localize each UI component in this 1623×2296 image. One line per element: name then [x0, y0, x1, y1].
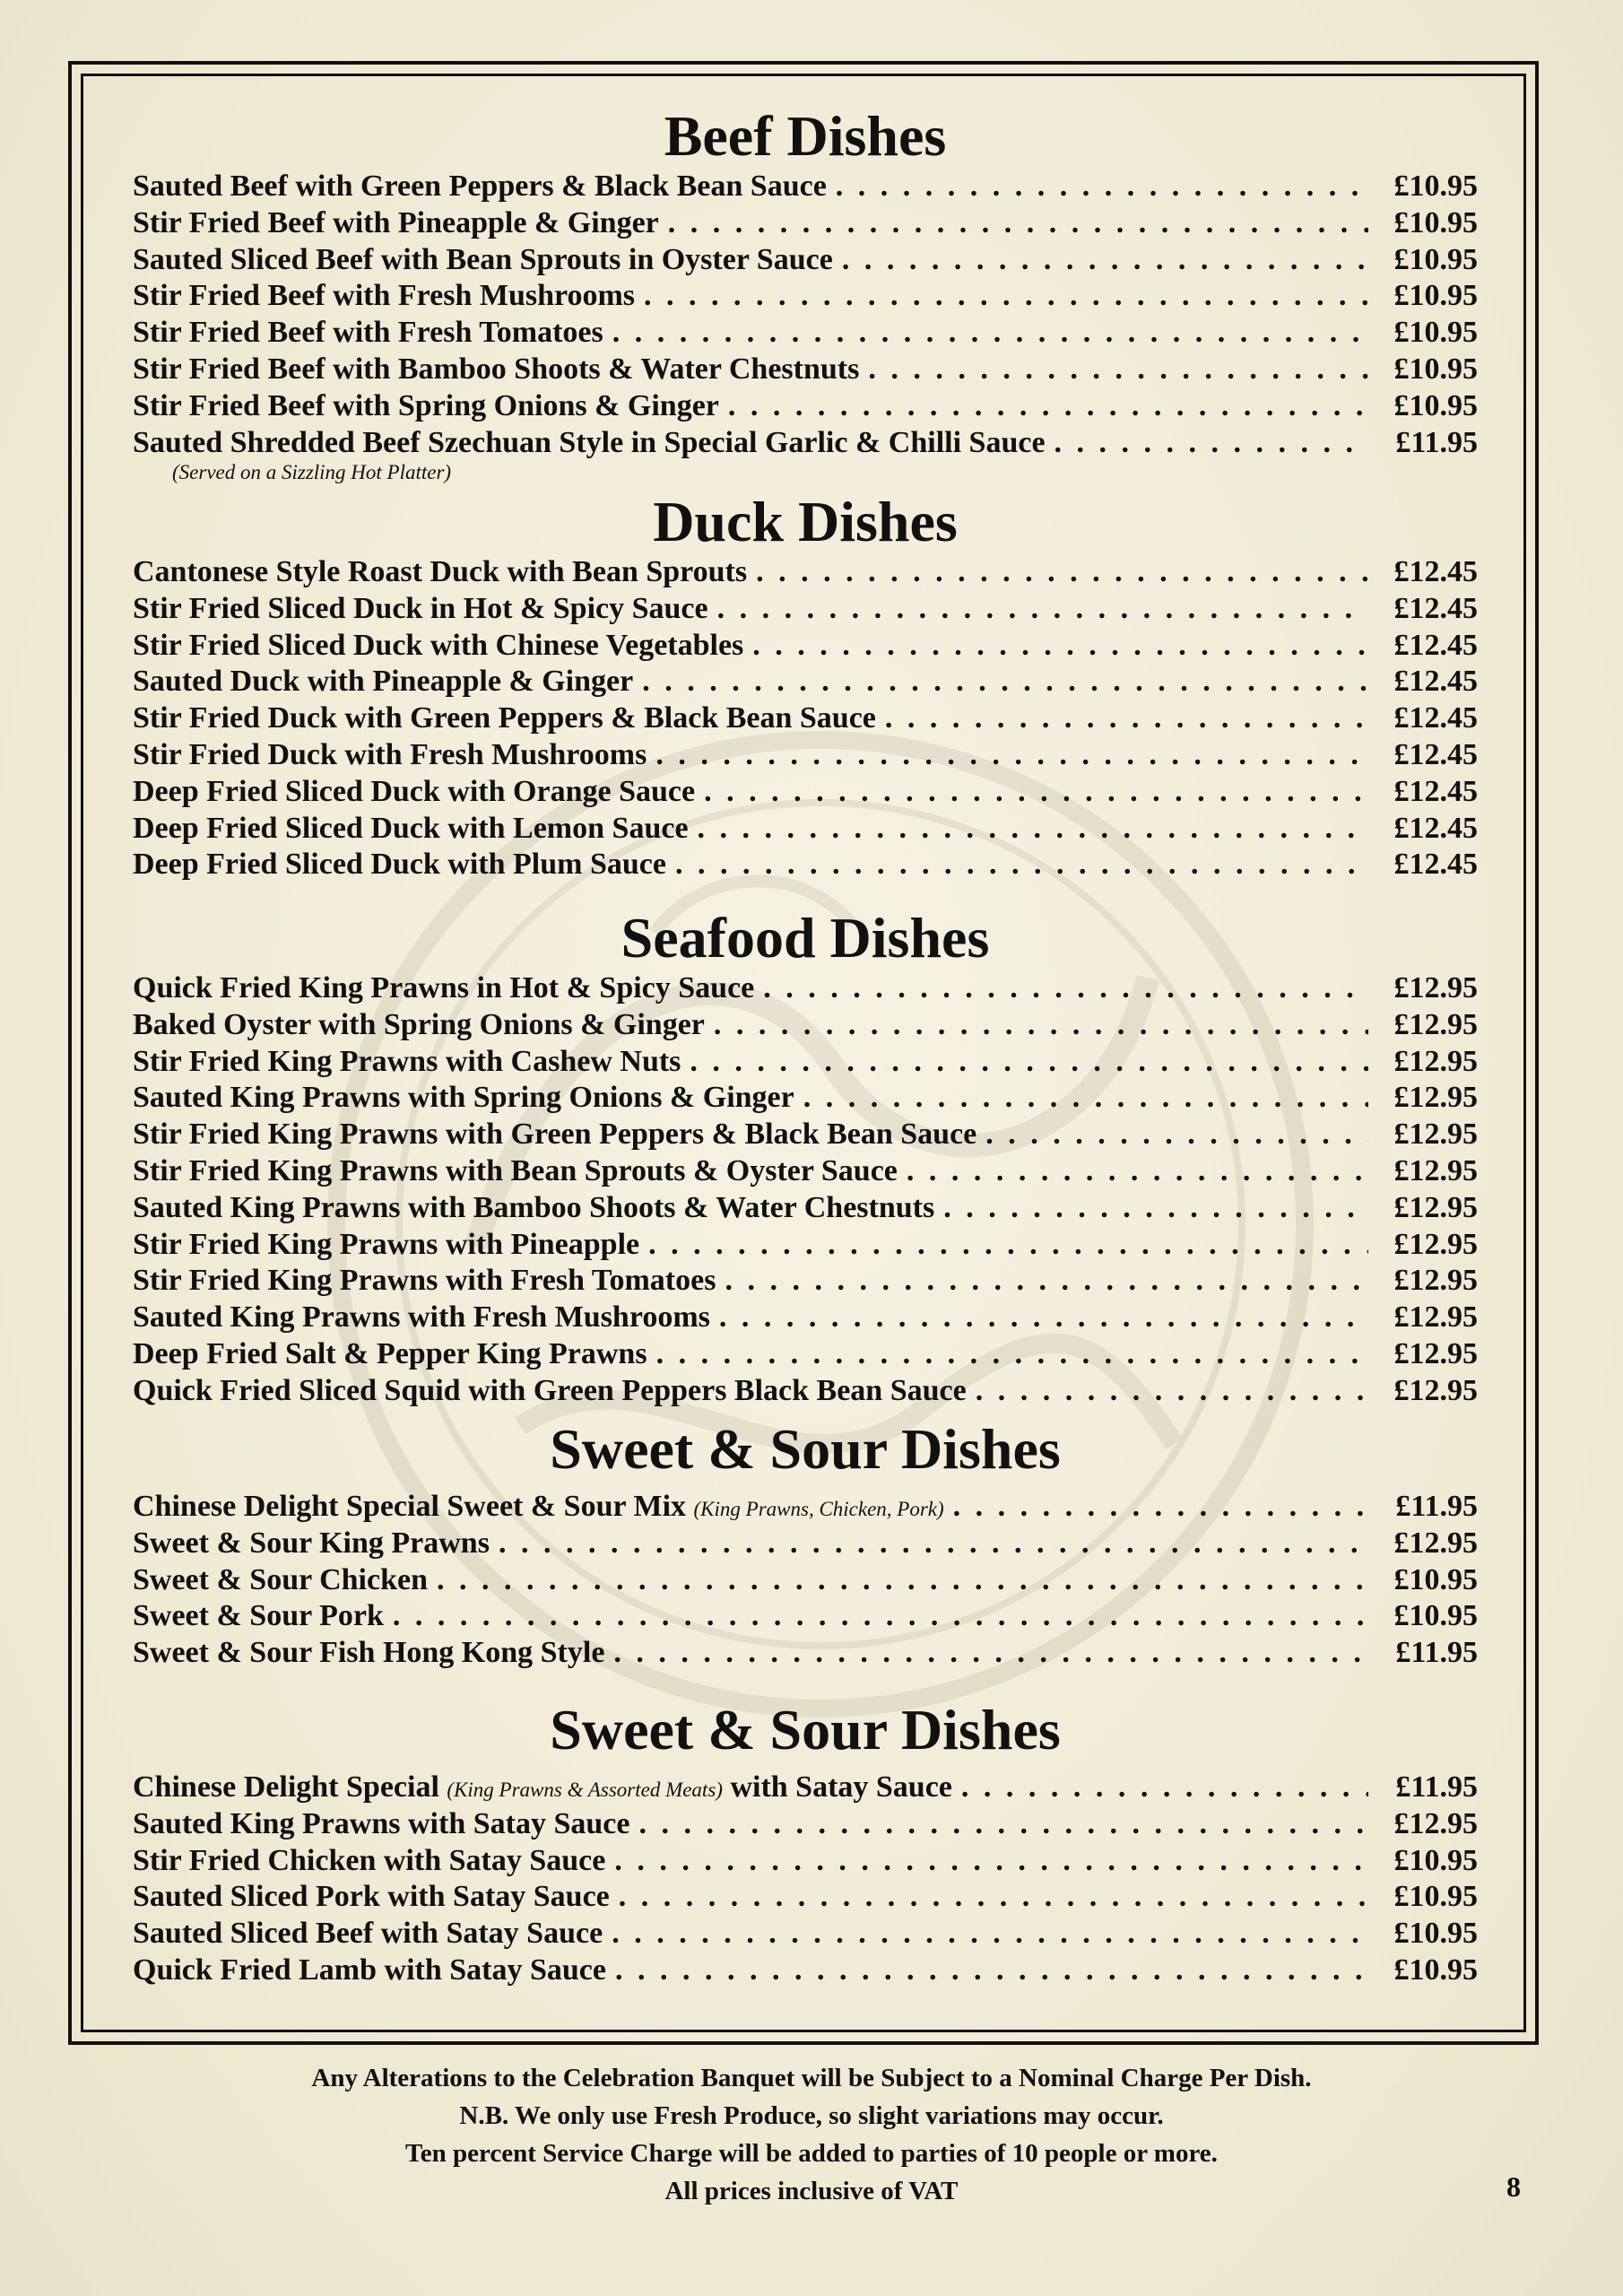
dot-leader: [619, 1879, 1368, 1916]
section-sweet-sour-dishes: [133, 1417, 1478, 1672]
menu-item: [133, 1770, 1478, 1806]
dot-leader: [752, 628, 1368, 665]
dot-leader: [698, 811, 1368, 848]
menu-item: [133, 970, 1478, 1007]
dot-leader: [763, 970, 1368, 1007]
dot-leader: [728, 388, 1368, 425]
item-price: £12.95: [1393, 1336, 1478, 1370]
dot-leader: [638, 1806, 1368, 1843]
dot-leader: [437, 1562, 1368, 1599]
dot-leader: [719, 1300, 1368, 1336]
item-price: £12.95: [1393, 1190, 1478, 1224]
item-price: £12.45: [1393, 811, 1478, 845]
item-note: (Served on a Sizzling Hot Platter): [172, 461, 452, 484]
item-name: Stir Fried Beef with Spring Onions & Ginger: [133, 388, 719, 422]
dot-leader: [803, 1080, 1368, 1117]
item-price: £10.95: [1393, 170, 1478, 203]
item-name-text: Chinese Delight Special Sweet & Sour Mix: [133, 1490, 687, 1523]
item-name: Stir Fried Beef with Bamboo Shoots & Water Chestnuts: [133, 352, 860, 386]
footer-notes: [0, 2059, 1623, 2210]
item-price: £10.95: [1393, 352, 1478, 386]
dot-leader: [756, 554, 1368, 591]
page-number: 8: [1506, 2170, 1521, 2203]
dot-leader: [668, 205, 1368, 242]
item-name: Sauted Sliced Pork with Satay Sauce: [133, 1880, 610, 1914]
dot-leader: [615, 1952, 1368, 1989]
menu-item: [133, 628, 1478, 665]
section-title: Seafood Dishes: [621, 906, 990, 970]
dot-leader: [714, 1007, 1368, 1044]
menu-item: [133, 1952, 1478, 1989]
item-name: Deep Fried Salt & Pepper King Prawns: [133, 1336, 647, 1370]
item-name: Stir Fried Chicken with Satay Sauce: [133, 1843, 606, 1877]
footer-line: Ten percent Service Charge will be added to parties of 10 people or more.: [405, 2139, 1218, 2168]
item-price: £12.45: [1393, 737, 1478, 771]
item-name: [133, 1489, 944, 1528]
dot-leader: [612, 1916, 1368, 1952]
footer-line: Any Alterations to the Celebration Banquet will be Subject to a Nominal Charge Per Dish.: [311, 2064, 1312, 2092]
item-name: Stir Fried Duck with Green Peppers & Black Bean Sauce: [133, 701, 876, 735]
item-name: [133, 1770, 952, 1809]
item-price: £12.95: [1393, 1806, 1478, 1840]
dot-leader: [704, 774, 1368, 811]
menu-item: [133, 1843, 1478, 1880]
menu-item: [133, 425, 1478, 462]
item-name: Sauted Shredded Beef Szechuan Style in Special Garlic & Chilli Sauce: [133, 425, 1046, 459]
dot-leader: [953, 1489, 1368, 1526]
item-name: Stir Fried Duck with Fresh Mushrooms: [133, 737, 647, 771]
menu-item: [133, 664, 1478, 700]
menu-item: [133, 1598, 1478, 1635]
item-price: £12.95: [1393, 1264, 1478, 1298]
item-price: £12.45: [1393, 665, 1478, 699]
item-price: £10.95: [1393, 388, 1478, 422]
item-price: £12.45: [1393, 701, 1478, 735]
dot-leader: [836, 169, 1368, 205]
item-price: £12.45: [1393, 628, 1478, 662]
item-name: Sauted King Prawns with Satay Sauce: [133, 1806, 630, 1840]
item-price: £11.95: [1395, 425, 1478, 459]
item-name-suffix: with Satay Sauce: [730, 1770, 952, 1804]
item-name: Deep Fried Sliced Duck with Lemon Sauce: [133, 811, 689, 845]
menu-item: [133, 774, 1478, 811]
item-name: Sweet & Sour King Prawns: [133, 1526, 490, 1560]
item-price: £12.95: [1393, 1300, 1478, 1335]
section-beef-dishes: [133, 104, 1478, 484]
menu-item: [133, 1916, 1478, 1952]
footer-line: All prices inclusive of VAT: [664, 2177, 959, 2205]
item-name: Deep Fried Sliced Duck with Orange Sauce: [133, 774, 696, 808]
item-name: Deep Fried Sliced Duck with Plum Sauce: [133, 848, 666, 882]
dot-leader: [642, 664, 1368, 700]
menu-item: [133, 242, 1478, 279]
menu-item: [133, 315, 1478, 352]
menu-item: [133, 1300, 1478, 1336]
item-price: £12.95: [1393, 1526, 1478, 1560]
section-title: Beef Dishes: [664, 104, 947, 168]
item-price: £11.95: [1395, 1636, 1478, 1670]
section-title: Sweet & Sour Dishes: [550, 1698, 1061, 1761]
item-price: £10.95: [1393, 1599, 1478, 1633]
section-title: Sweet & Sour Dishes: [550, 1417, 1061, 1481]
menu-item: [133, 388, 1478, 425]
item-price: £10.95: [1393, 1880, 1478, 1914]
menu-item: [133, 1007, 1478, 1044]
item-price: £12.95: [1393, 1007, 1478, 1041]
item-name: Sauted King Prawns with Spring Onions & Ginger: [133, 1081, 794, 1115]
item-price: £12.95: [1393, 1118, 1478, 1152]
section-title: Duck Dishes: [653, 490, 958, 553]
item-name: Stir Fried King Prawns with Pineapple: [133, 1227, 640, 1261]
item-name: Stir Fried King Prawns with Green Peppers & Black Bean Sauce: [133, 1118, 977, 1152]
dot-leader: [943, 1190, 1368, 1227]
menu-item: [133, 1263, 1478, 1300]
item-name: Stir Fried King Prawns with Fresh Tomatoes: [133, 1264, 716, 1298]
item-name: Sweet & Sour Pork: [133, 1599, 384, 1633]
menu-item: [133, 1635, 1478, 1672]
dot-leader: [717, 591, 1368, 628]
item-price: £12.95: [1393, 1153, 1478, 1187]
item-name: Stir Fried Beef with Fresh Mushrooms: [133, 279, 636, 313]
item-name: Stir Fried Beef with Fresh Tomatoes: [133, 316, 603, 350]
section-satay-dishes: [133, 1698, 1478, 1989]
item-name: Sauted King Prawns with Bamboo Shoots & Water Chestnuts: [133, 1190, 935, 1224]
menu-item: [133, 205, 1478, 242]
item-name: Quick Fried Sliced Squid with Green Peppers Black Bean Sauce: [133, 1373, 967, 1407]
menu-item: [133, 847, 1478, 883]
item-name: Stir Fried King Prawns with Bean Sprouts & Oyster Sauce: [133, 1153, 898, 1187]
item-name: Quick Fried Lamb with Satay Sauce: [133, 1952, 606, 1987]
menu-item: [133, 1044, 1478, 1081]
dot-leader: [985, 1117, 1368, 1153]
menu-item: [133, 1489, 1478, 1526]
dot-leader: [885, 700, 1368, 737]
menu-item: [133, 1153, 1478, 1190]
dot-leader: [725, 1263, 1368, 1300]
item-name: Cantonese Style Roast Duck with Bean Sprouts: [133, 555, 748, 588]
item-name: Sauted Beef with Green Peppers & Black Bean Sauce: [133, 170, 827, 203]
dot-leader: [1055, 425, 1368, 462]
menu-item: [133, 1879, 1478, 1916]
item-price: £12.95: [1393, 1373, 1478, 1407]
menu-item: [133, 1227, 1478, 1264]
dot-leader: [690, 1044, 1368, 1081]
item-price: £10.95: [1393, 205, 1478, 239]
menu-item: [133, 554, 1478, 591]
item-name: Sweet & Sour Fish Hong Kong Style: [133, 1636, 605, 1670]
menu-item: [133, 169, 1478, 205]
dot-leader: [499, 1526, 1368, 1562]
menu-item: [133, 1080, 1478, 1117]
menu-item: [133, 1562, 1478, 1599]
dot-leader: [648, 1227, 1368, 1264]
dot-leader: [613, 1635, 1368, 1672]
menu-item: [133, 700, 1478, 737]
dot-leader: [976, 1373, 1368, 1410]
item-price: £10.95: [1393, 279, 1478, 313]
item-name: Stir Fried Sliced Duck with Chinese Vegetables: [133, 628, 744, 662]
menu-item: [133, 591, 1478, 628]
dot-leader: [612, 315, 1368, 352]
dot-leader: [644, 278, 1368, 315]
dot-leader: [393, 1598, 1368, 1635]
dot-leader: [907, 1153, 1368, 1190]
item-price: £12.95: [1393, 1227, 1478, 1261]
menu-item: [133, 811, 1478, 848]
item-name: Stir Fried Beef with Pineapple & Ginger: [133, 205, 659, 239]
dot-leader: [656, 1336, 1368, 1373]
menu-item: [133, 1806, 1478, 1843]
item-price: £12.95: [1393, 1044, 1478, 1078]
dot-leader: [842, 242, 1368, 279]
item-name: Sauted Sliced Beef with Bean Sprouts in Oyster Sauce: [133, 242, 833, 276]
item-price: £12.45: [1393, 555, 1478, 588]
menu-item: [133, 1526, 1478, 1562]
menu-item: [133, 278, 1478, 315]
item-inline-note: (King Prawns & Assorted Meats): [447, 1779, 723, 1801]
item-price: £10.95: [1393, 1562, 1478, 1596]
item-price: £10.95: [1393, 1843, 1478, 1877]
dot-leader: [961, 1770, 1368, 1806]
item-price: £12.45: [1393, 848, 1478, 882]
dot-leader: [655, 737, 1368, 774]
menu-item: [133, 1336, 1478, 1373]
menu-item: [133, 352, 1478, 388]
item-name: Baked Oyster with Spring Onions & Ginger: [133, 1007, 705, 1041]
item-price: £12.45: [1393, 591, 1478, 625]
dot-leader: [675, 847, 1368, 883]
section-seafood-dishes: [133, 906, 1478, 1410]
menu-item: [133, 1190, 1478, 1227]
menu-item: [133, 737, 1478, 774]
dot-leader: [868, 352, 1368, 388]
item-price: £12.45: [1393, 774, 1478, 808]
menu-item: [133, 1373, 1478, 1410]
item-price: £12.95: [1393, 971, 1478, 1004]
item-name: Quick Fried King Prawns in Hot & Spicy Sauce: [133, 971, 755, 1004]
item-price: £10.95: [1393, 316, 1478, 350]
item-price: £10.95: [1393, 1952, 1478, 1987]
item-price: £11.95: [1395, 1490, 1478, 1523]
item-price: £11.95: [1395, 1770, 1478, 1804]
item-name: Stir Fried Sliced Duck in Hot & Spicy Sauce: [133, 591, 708, 625]
item-price: £10.95: [1393, 242, 1478, 276]
menu-item: [133, 1117, 1478, 1153]
item-name: Sauted Duck with Pineapple & Ginger: [133, 665, 634, 699]
dot-leader: [614, 1843, 1368, 1880]
item-name: Sauted King Prawns with Fresh Mushrooms: [133, 1300, 710, 1335]
item-name-text: Chinese Delight Special: [133, 1770, 439, 1804]
item-price: £12.95: [1393, 1081, 1478, 1115]
item-inline-note: (King Prawns, Chicken, Pork): [693, 1498, 944, 1520]
section-duck-dishes: [133, 490, 1478, 883]
item-price: £10.95: [1393, 1917, 1478, 1951]
item-name: Stir Fried King Prawns with Cashew Nuts: [133, 1044, 681, 1078]
footer-line: N.B. We only use Fresh Produce, so slight variations may occur.: [459, 2101, 1164, 2130]
item-name: Sauted Sliced Beef with Satay Sauce: [133, 1917, 603, 1951]
item-name: Sweet & Sour Chicken: [133, 1562, 428, 1596]
